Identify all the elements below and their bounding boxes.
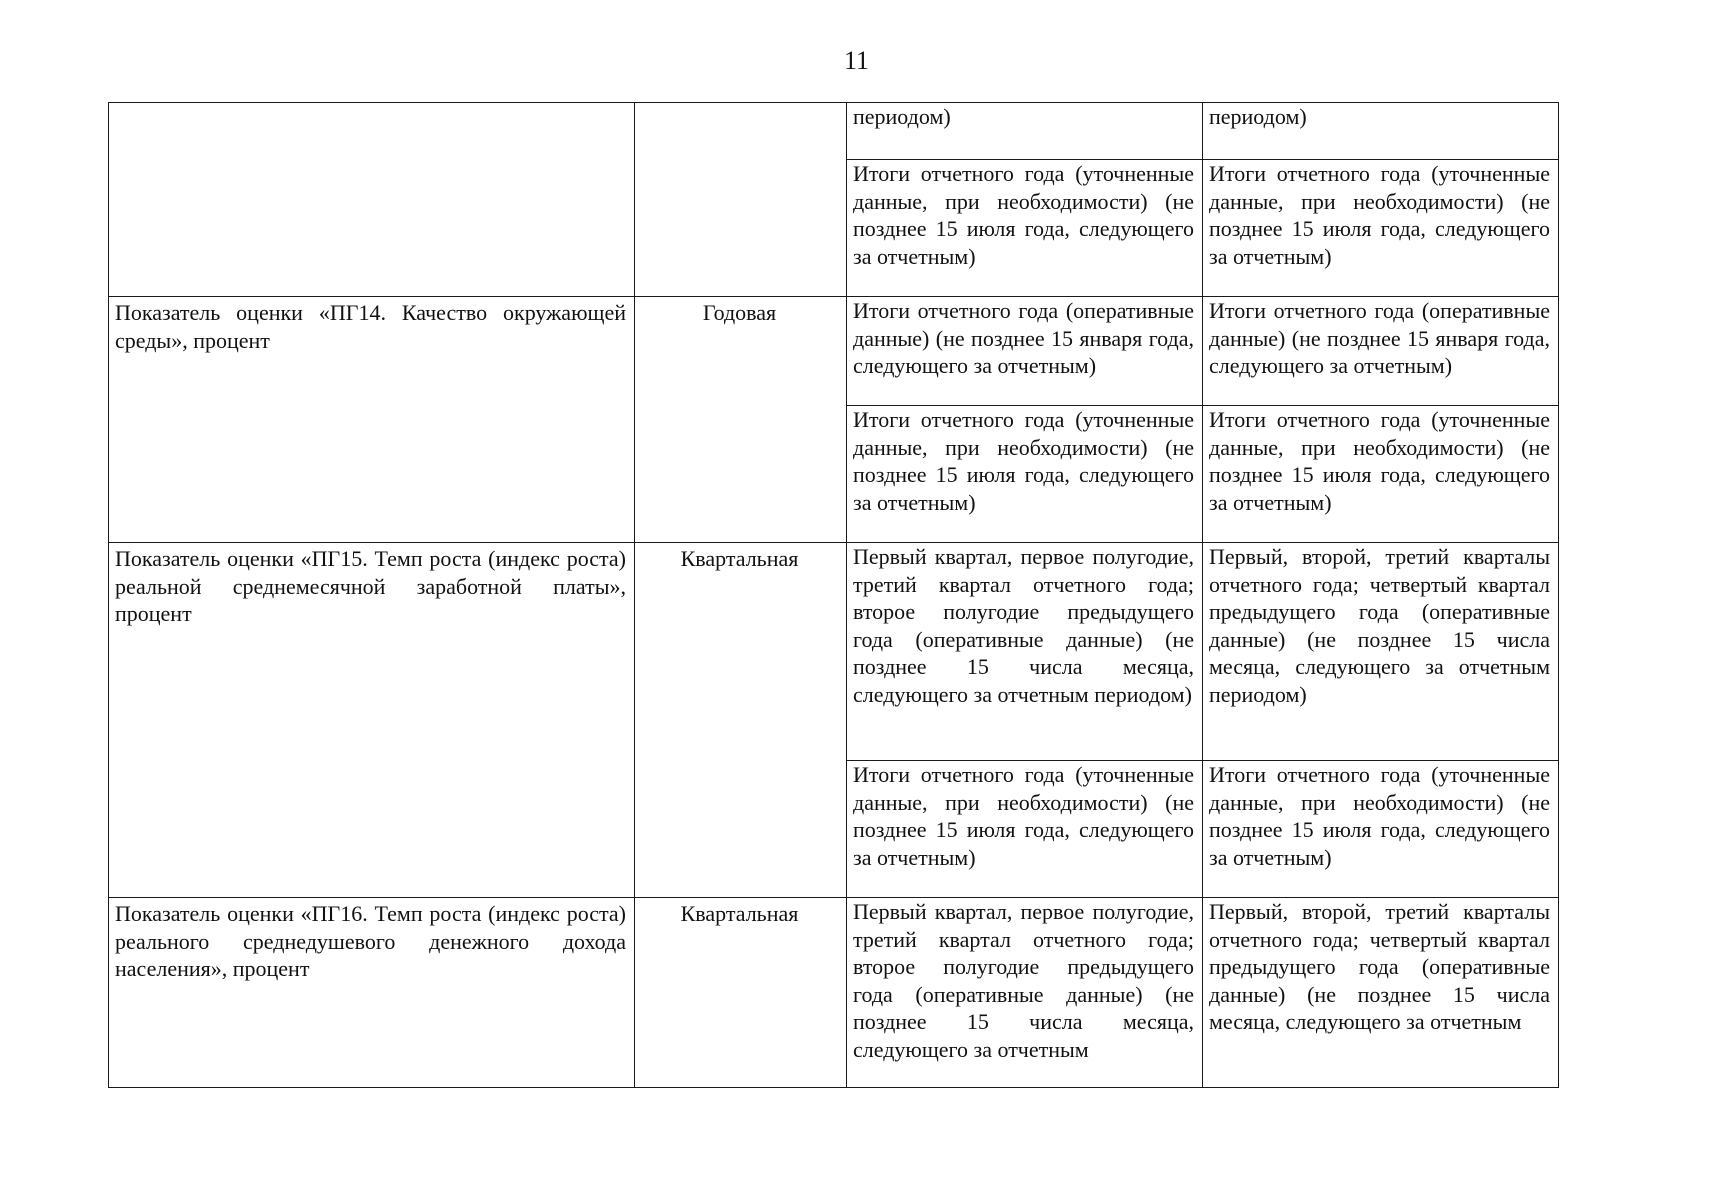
indicator-name-cell-empty (109, 103, 635, 297)
table-row-continued-top (109, 103, 1559, 160)
frequency-cell (635, 297, 847, 543)
deadline-text: Итоги отчетного года (оперативные данные) (не позднее 15 января года, следующего за отчетным) (1209, 298, 1550, 379)
table-row-pg14 (109, 297, 1559, 406)
frequency-value: Квартальная (680, 546, 799, 571)
deadline-text: Первый квартал, первое полугодие, третий квартал отчетного года; второе полугодие предыдущего года (оперативные данные) (не позднее 15 числа месяца, следующего за отчетным периодом) (853, 544, 1194, 707)
frequency-cell (635, 898, 847, 1088)
frequency-value: Квартальная (680, 901, 799, 926)
deadline-final-cell (1203, 543, 1559, 761)
deadline-operational-cell (847, 160, 1203, 297)
deadline-text: Итоги отчетного года (уточненные данные, при необходимости) (не позднее 15 июля года, следующего за отчетным) (853, 762, 1194, 870)
deadline-operational-cell (847, 406, 1203, 543)
frequency-value: Годовая (702, 300, 777, 325)
indicator-table (108, 102, 1559, 1088)
deadline-text: Итоги отчетного года (уточненные данные, при необходимости) (не позднее 15 июля года, следующего за отчетным) (853, 161, 1194, 269)
deadline-text: Первый, второй, третий кварталы отчетного года; четвертый квартал предыдущего года (оперативные данные) (не позднее 15 числа месяца, следующего за отчетным периодом) (1209, 544, 1550, 707)
deadline-final-cell (1203, 406, 1559, 543)
deadline-operational-cell (847, 297, 1203, 406)
deadline-text: периодом) (1209, 104, 1307, 129)
deadline-final-cell (1203, 160, 1559, 297)
indicator-name-cell (109, 297, 635, 543)
frequency-cell-empty (635, 103, 847, 297)
deadline-operational-cell (847, 103, 1203, 160)
table-row-pg16 (109, 898, 1559, 1088)
deadline-text: Первый квартал, первое полугодие, третий квартал отчетного года; второе полугодие предыдущего года (оперативные данные) (не позднее 15 числа месяца, следующего за отчетным (853, 899, 1194, 1062)
indicator-name-cell (109, 898, 635, 1088)
table-row-pg15 (109, 543, 1559, 761)
page-number: 11 (843, 46, 870, 75)
deadline-text: Итоги отчетного года (уточненные данные, при необходимости) (не позднее 15 июля года, следующего за отчетным) (1209, 407, 1550, 515)
deadline-final-cell (1203, 898, 1559, 1088)
deadline-text: Итоги отчетного года (уточненные данные, при необходимости) (не позднее 15 июля года, следующего за отчетным) (1209, 161, 1550, 269)
deadline-text: периодом) (853, 104, 951, 129)
indicator-name: Показатель оценки «ПГ15. Темп роста (индекс роста) реальной среднемесячной заработной платы», процент (115, 546, 626, 627)
deadline-operational-cell (847, 898, 1203, 1088)
deadline-final-cell (1203, 761, 1559, 898)
deadline-operational-cell (847, 761, 1203, 898)
indicator-name-cell (109, 543, 635, 898)
deadline-text: Итоги отчетного года (уточненные данные, при необходимости) (не позднее 15 июля года, следующего за отчетным) (1209, 762, 1550, 870)
deadline-text: Итоги отчетного года (оперативные данные) (не позднее 15 января года, следующего за отчетным) (853, 298, 1194, 379)
deadline-final-cell (1203, 297, 1559, 406)
deadline-operational-cell (847, 543, 1203, 761)
indicator-name: Показатель оценки «ПГ14. Качество окружающей среды», процент (115, 300, 626, 353)
indicator-name: Показатель оценки «ПГ16. Темп роста (индекс роста) реального среднедушевого денежного дохода населения», процент (115, 901, 626, 982)
deadline-final-cell (1203, 103, 1559, 160)
frequency-cell (635, 543, 847, 898)
deadline-text: Итоги отчетного года (уточненные данные, при необходимости) (не позднее 15 июля года, следующего за отчетным) (853, 407, 1194, 515)
deadline-text: Первый, второй, третий кварталы отчетного года; четвертый квартал предыдущего года (оперативные данные) (не позднее 15 числа месяца, следующего за отчетным (1209, 899, 1550, 1035)
